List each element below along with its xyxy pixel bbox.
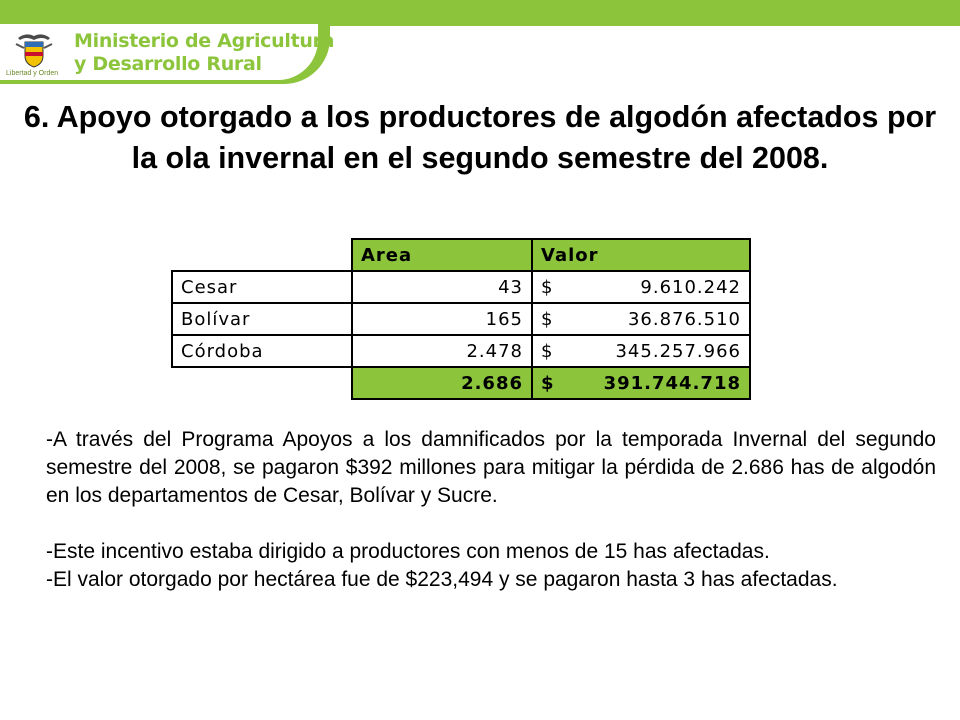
ministry-line-2: y Desarrollo Rural — [74, 53, 262, 75]
row-area: 43 — [352, 271, 532, 303]
row-name: Córdoba — [172, 335, 352, 367]
motto-text: Libertad y Orden — [6, 70, 59, 77]
total-area: 2.686 — [352, 367, 532, 399]
row-name: Bolívar — [172, 303, 352, 335]
coat-of-arms-icon — [12, 30, 56, 70]
row-valor-amount: 36.876.510 — [627, 308, 741, 330]
table-row — [172, 271, 750, 303]
total-blank-cell — [172, 367, 352, 399]
row-valor — [532, 303, 750, 335]
currency-symbol: $ — [541, 276, 554, 298]
table-row — [172, 303, 750, 335]
paragraph-incentivo: -Este incentivo estaba dirigido a productores con menos de 15 has afectadas. — [46, 540, 770, 563]
row-area: 2.478 — [352, 335, 532, 367]
table-header-row — [172, 239, 750, 271]
currency-symbol: $ — [541, 308, 554, 330]
currency-symbol: $ — [541, 372, 555, 394]
row-valor — [532, 335, 750, 367]
row-valor-amount: 9.610.242 — [640, 276, 741, 298]
total-valor — [532, 367, 750, 399]
total-valor-amount: 391.744.718 — [603, 372, 741, 394]
body-text — [46, 426, 936, 594]
table-row — [172, 335, 750, 367]
ministry-name — [74, 30, 334, 76]
header-valor: Valor — [532, 239, 750, 271]
row-area: 165 — [352, 303, 532, 335]
page-title: 6. Apoyo otorgado a los productores de algodón afectados por la ola invernal en el segundo semestre del 2008. — [23, 100, 937, 175]
ministry-line-1: Ministerio de Agricultura — [74, 30, 335, 52]
paragraph-programa: -A través del Programa Apoyos a los damnificados por la temporada Invernal del segundo semestre del 2008, se pagaron $392 millones para mitigar la pérdida de 2.686 has de algodón en los departamentos de Cesar, Bolívar y Sucre. — [46, 428, 936, 507]
row-valor-amount: 345.257.966 — [615, 340, 741, 362]
header-area: Area — [352, 239, 532, 271]
row-valor — [532, 271, 750, 303]
row-name: Cesar — [172, 271, 352, 303]
currency-symbol: $ — [541, 340, 554, 362]
table-total-row — [172, 367, 750, 399]
header-blank-cell — [172, 239, 352, 271]
data-table — [171, 238, 751, 400]
paragraph-valor-hectarea: -El valor otorgado por hectárea fue de $223,494 y se pagaron hasta 3 has afectadas. — [46, 568, 838, 591]
